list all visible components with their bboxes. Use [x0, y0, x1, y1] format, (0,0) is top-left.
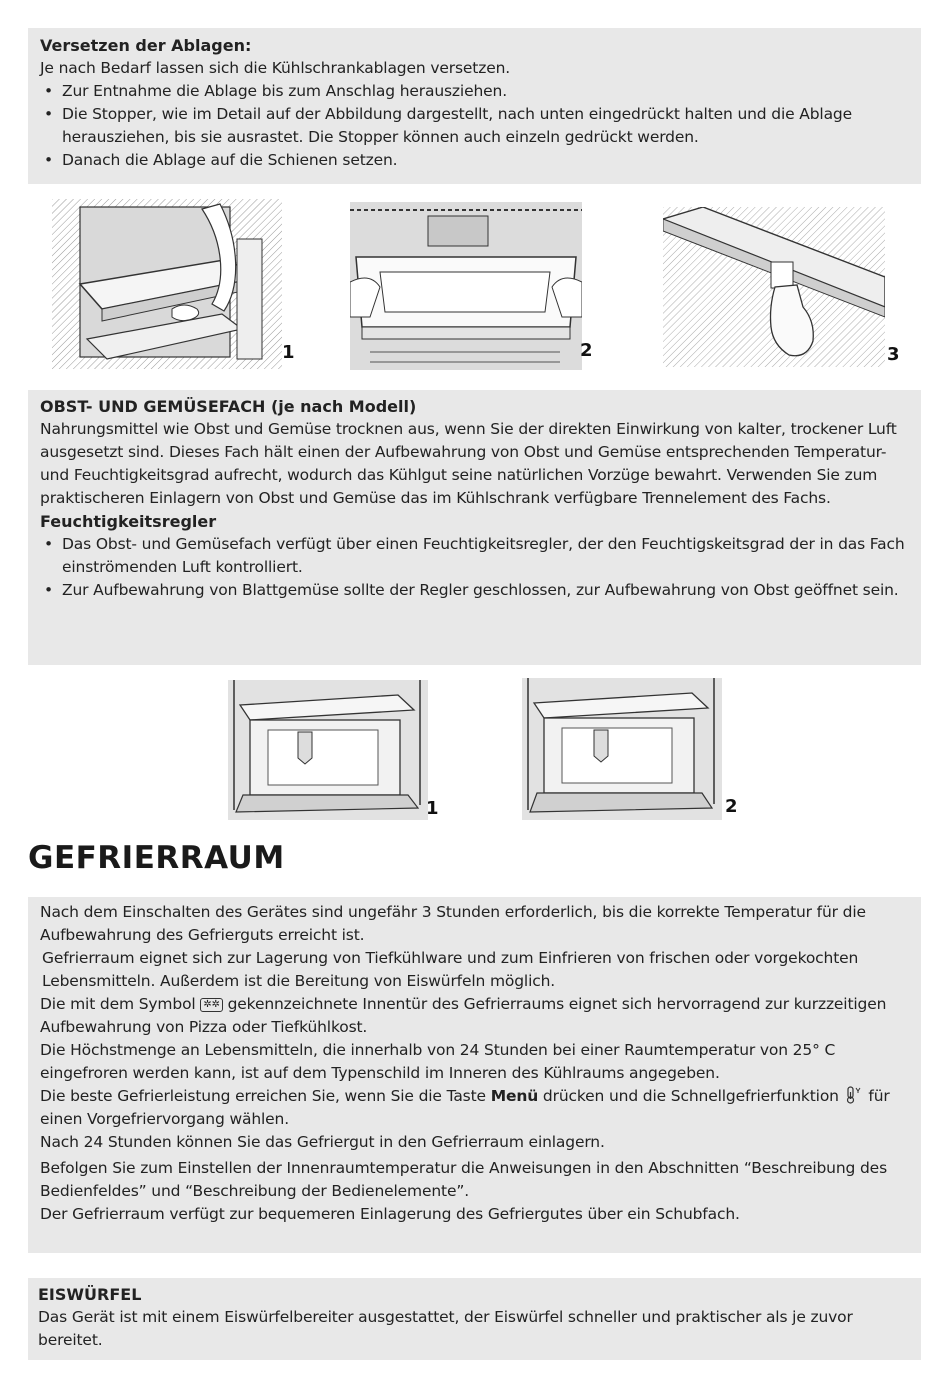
shelves-section: [28, 28, 921, 184]
freezer-text: Die beste Gefrierleistung erreichen Sie, wenn Sie die Taste: [40, 1087, 486, 1105]
page-title: GEFRIERRAUM: [28, 840, 285, 876]
menu-key-label: Menü: [490, 1087, 539, 1105]
freezer-paragraph: Gefrierraum eignet sich zur Lagerung von Tiefkühlware und zum Einfrieren von frischen oder vorgekochten Lebensmitteln. Außerdem ist die Bereitung von Eiswürfeln möglich.: [42, 949, 859, 990]
icecube-heading: EISWÜRFEL: [38, 1285, 142, 1304]
freezer-paragraph: [40, 1085, 909, 1131]
freezer-paragraph: Befolgen Sie zum Einstellen der Innenraumtemperatur die Anweisungen in den Abschnitten “Beschreibung des Bedienfeldes” und “Beschreibung der Bedienelemente”.: [40, 1159, 887, 1200]
freezer-paragraph: Nach 24 Stunden können Sie das Gefriergut in den Gefrierraum einlagern.: [40, 1133, 605, 1151]
icecube-body: Das Gerät ist mit einem Eiswürfelbereiter ausgestattet, der Eiswürfel schneller und praktischer als je zuvor bereitet.: [38, 1308, 853, 1349]
freezer-section: [28, 897, 921, 1253]
freezer-paragraph: Nach dem Einschalten des Gerätes sind ungefähr 3 Stunden erforderlich, bis die korrekte Temperatur für die Aufbewahrung des Gefrierguts erreicht ist.: [40, 903, 866, 944]
list-item: • Zur Entnahme die Ablage bis zum Anschlag herausziehen.: [40, 80, 909, 103]
crisper-section: [28, 390, 921, 665]
shelf-removal-illustration-1: [52, 199, 282, 369]
two-star-symbol-icon: ✲✲: [200, 998, 222, 1012]
figure-label: 2: [725, 796, 738, 817]
shelf-removal-illustration-2: [350, 202, 582, 370]
crisper-drawer-illustration-2: [522, 678, 722, 820]
humidity-regulator-subheading: Feuchtigkeitsregler: [40, 512, 217, 531]
figure-label: 2: [580, 340, 593, 361]
shelves-intro: Je nach Bedarf lassen sich die Kühlschrankablagen versetzen.: [40, 59, 511, 77]
freezer-text: für einen Vorgefriervorgang wählen.: [40, 1087, 890, 1128]
freezer-text: gekennzeichnete Innentür des Gefrierraums eignet sich hervorragend zur kurzzeitigen Aufbewahrung von Pizza oder Tiefkühlkost.: [40, 995, 887, 1036]
figure-label: 3: [887, 344, 900, 365]
list-item: • Danach die Ablage auf die Schienen setzen.: [40, 149, 909, 172]
freezer-paragraph: Die Höchstmenge an Lebensmitteln, die innerhalb von 24 Stunden bei einer Raumtemperatur von 25° C eingefroren werden kann, ist auf dem Typenschild im Inneren des Kühlraums angegeben.: [40, 1041, 836, 1082]
shelf-stopper-detail-illustration-3: [663, 207, 885, 367]
figure-label: 1: [426, 798, 439, 819]
list-item: • Das Obst- und Gemüsefach verfügt über einen Feuchtigkeitsregler, der den Feuchtigskeitsgrad der in das Fach einströmenden Luft kontrolliert.: [40, 533, 909, 579]
figure-label: 1: [282, 342, 295, 363]
list-item: • Die Stopper, wie im Detail auf der Abbildung dargestellt, nach unten eingedrückt halten und die Ablage herausziehen, bis sie ausrastet. Die Stopper können auch einzeln gedrückt werden.: [40, 103, 909, 149]
fast-freeze-thermometer-icon: [844, 1086, 864, 1104]
shelves-heading: Versetzen der Ablagen:: [40, 36, 252, 55]
crisper-heading: OBST- UND GEMÜSEFACH (je nach Modell): [40, 397, 417, 416]
icecube-section: [28, 1278, 921, 1360]
shelves-bullet-list: [40, 80, 909, 172]
crisper-drawer-illustration-1: [228, 680, 428, 820]
crisper-bullet-list: [40, 533, 909, 602]
freezer-paragraph: Der Gefrierraum verfügt zur bequemeren Einlagerung des Gefriergutes über ein Schubfach.: [40, 1205, 740, 1223]
crisper-body: Nahrungsmittel wie Obst und Gemüse trocknen aus, wenn Sie der direkten Einwirkung von kalter, trockener Luft ausgesetzt sind. Dieses Fach hält einen der Aufbewahrung von Obst und Gemüse entsprechenden Temperatur- und Feuchtigkeitsgrad aufrecht, wodurch das Kühlgut seine natürlichen Vorzüge bewahrt. Verwenden Sie zum praktischeren Einlagern von Obst und Gemüse das im Kühlschrank verfügbare Trennelement des Fachs.: [40, 420, 897, 507]
list-item: • Zur Aufbewahrung von Blattgemüse sollte der Regler geschlossen, zur Aufbewahrung von Obst geöffnet sein.: [40, 579, 909, 602]
freezer-paragraph: [40, 993, 909, 1039]
freezer-text: Die mit dem Symbol: [40, 995, 196, 1013]
freezer-text: drücken und die Schnellgefrierfunktion: [542, 1087, 839, 1105]
